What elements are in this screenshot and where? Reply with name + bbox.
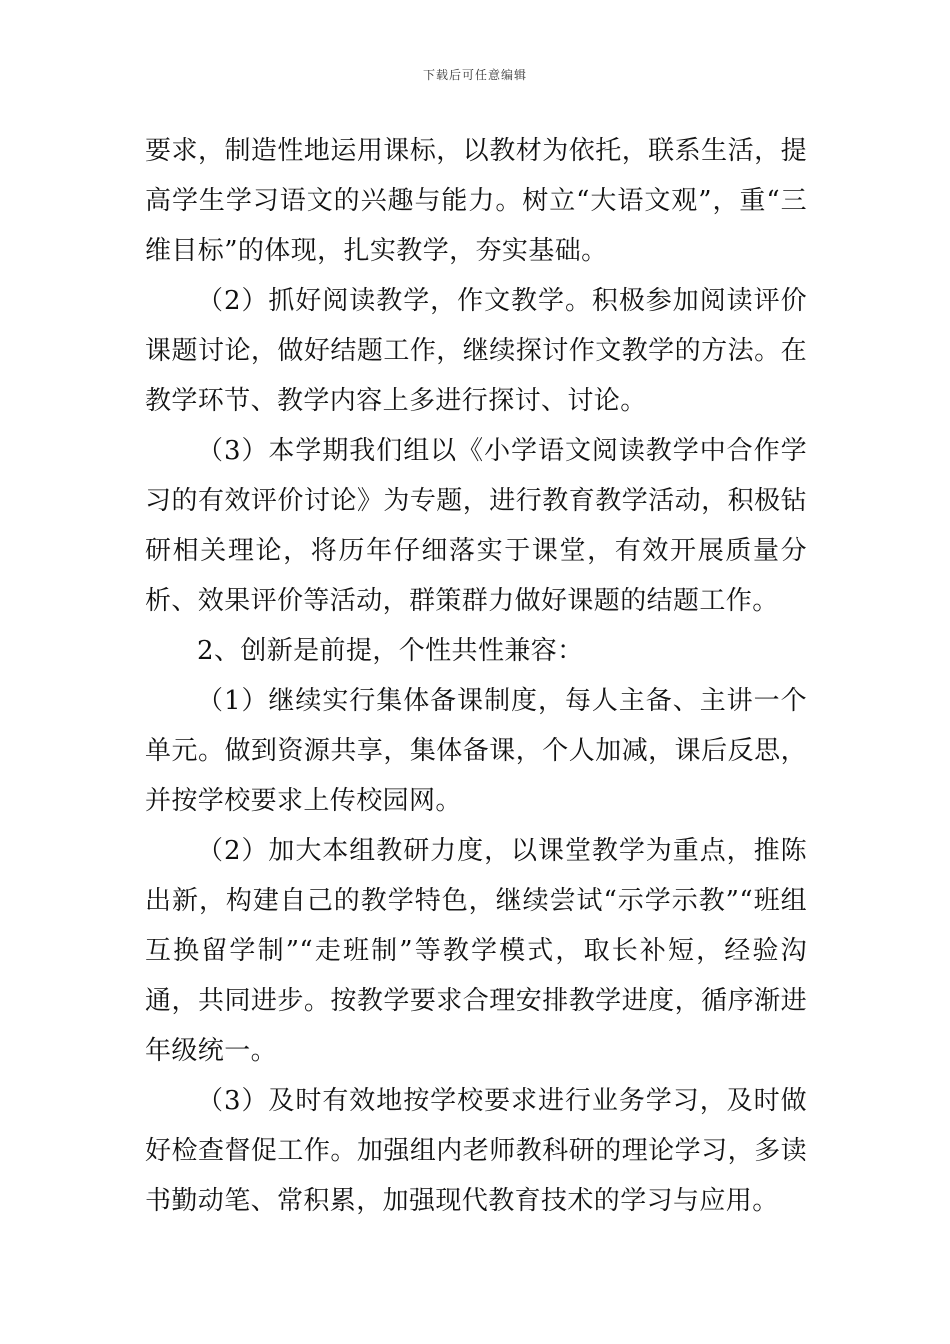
page-header-note: 下载后可任意编辑 [422,68,527,82]
paragraph-1: 要求，制造性地运用课标，以教材为依托，联系生活，提高学生学习语文的兴趣与能力。树立“大语文观”，重“三维目标”的体现，扎实教学，夯实基础。 [145,136,807,266]
paragraph-5: （1）继续实行集体备课制度，每人主备、主讲一个单元。做到资源共享，集体备课，个人加减，课后反思，并按学校要求上传校园网。 [145,686,807,816]
paragraph-7: （3）及时有效地按学校要求进行业务学习，及时做好检查督促工作。加强组内老师教科研的理论学习，多读书勤动笔、常积累，加强现代教育技术的学习与应用。 [145,1086,807,1216]
document-body [145,126,807,1226]
paragraph-3: （3）本学期我们组以《小学语文阅读教学中合作学习的有效评价讨论》为专题，进行教育教学活动，积极钻研相关理论，将历年仔细落实于课堂，有效开展质量分析、效果评价等活动，群策群力做好课题的结题工作。 [145,436,807,616]
paragraph-6: （2）加大本组教研力度，以课堂教学为重点，推陈出新，构建自己的教学特色，继续尝试“示学示教”“班组互换留学制”“走班制”等教学模式，取长补短，经验沟通，共同进步。按教学要求合理安排教学进度，循序渐进年级统一。 [145,836,807,1066]
paragraph-4: 2、创新是前提，个性共性兼容： [197,636,584,666]
paragraph-2: （2）抓好阅读教学，作文教学。积极参加阅读评价课题讨论，做好结题工作，继续探讨作文教学的方法。在教学环节、教学内容上多进行探讨、讨论。 [145,286,807,416]
